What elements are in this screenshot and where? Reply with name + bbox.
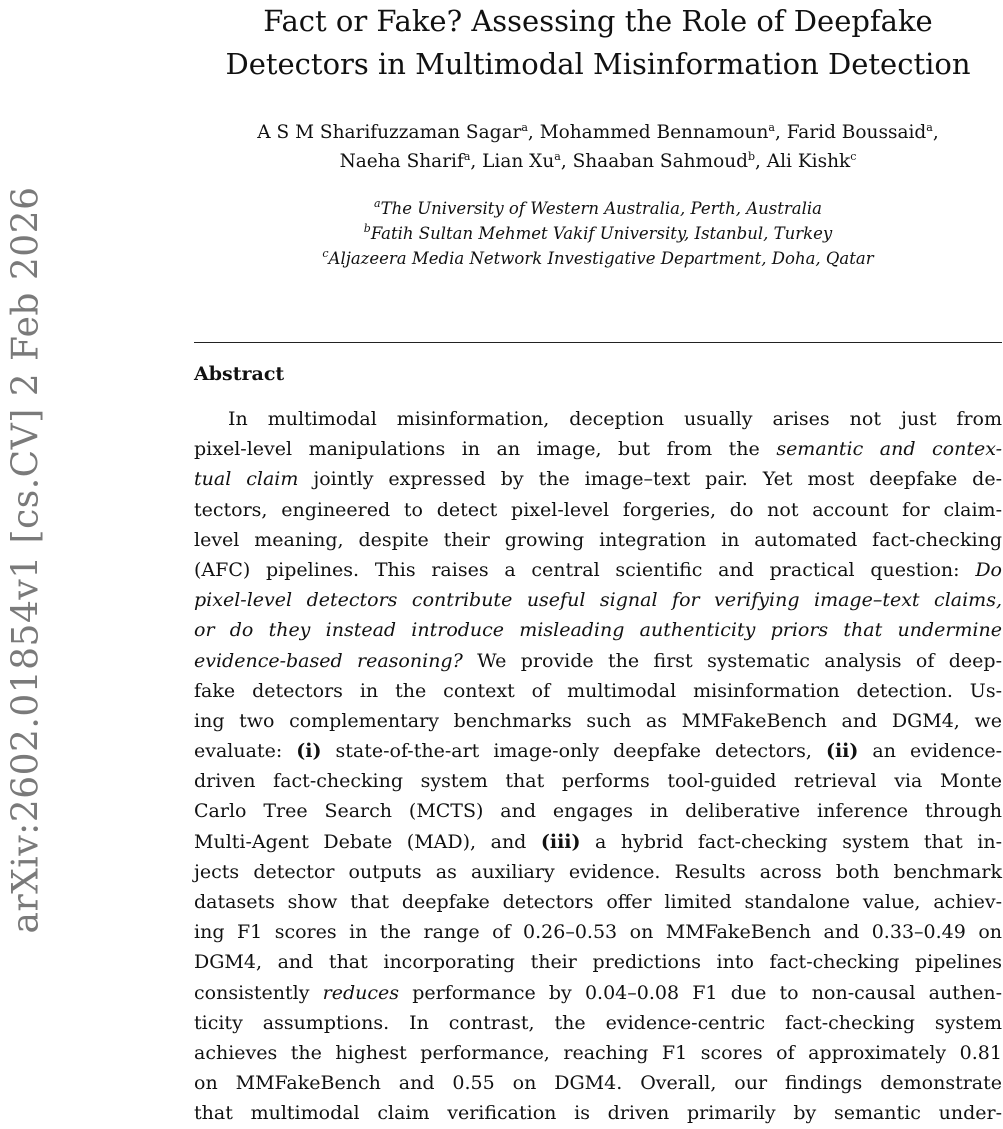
abstract-line <box>194 1068 1002 1098</box>
abstract-line <box>194 1038 1002 1068</box>
author-name: Ali Kishk <box>766 151 851 172</box>
text-segment: level meaning, despite their growing integration in automated fact-checking <box>194 528 1002 551</box>
emphasis-text: or do they instead introduce misleading authenticity priors that undermine <box>194 619 1002 642</box>
author-separator: , <box>470 151 483 172</box>
author-name: Naeha Sharif <box>339 151 464 172</box>
emphasis-text: evidence-based reasoning? <box>194 649 463 672</box>
emphasis-text: Do <box>975 558 1002 581</box>
author-separator: , <box>774 122 787 143</box>
title-line: Fact or Fake? Assessing the Role of Deepfake <box>263 4 933 38</box>
affiliation-marker: b <box>747 150 756 163</box>
author-separator: , <box>755 151 767 172</box>
text-segment: pixel-level manipulations in an image, but from the <box>194 438 777 461</box>
abstract-line <box>194 1008 1002 1038</box>
text-segment: an evidence- <box>858 740 1002 763</box>
abstract-line <box>194 978 1002 1008</box>
affiliation-marker: a <box>768 121 775 134</box>
arxiv-sidebar <box>0 180 52 1120</box>
abstract-line <box>194 887 1002 917</box>
abstract-body <box>194 404 1002 1129</box>
text-segment: Multi-Agent Debate (MAD), and <box>194 830 541 853</box>
text-segment: ticity assumptions. In contrast, the evidence-centric fact-checking system <box>194 1011 1002 1034</box>
author-name: Farid Boussaid <box>786 122 927 143</box>
abstract-line <box>194 555 1002 585</box>
bold-text: (ii) <box>825 740 859 763</box>
text-segment: performance by 0.04–0.08 F1 due to non-causal authen- <box>399 981 1002 1004</box>
text-segment: consistently <box>194 981 323 1004</box>
emphasis-text: reduces <box>322 981 400 1004</box>
abstract-line <box>194 736 1002 766</box>
author-line <box>190 147 1003 176</box>
affiliation-text: Fatih Sultan Mehmet Vakif University, Istanbul, Turkey <box>370 224 833 243</box>
affiliation-marker: c <box>850 150 857 163</box>
affiliation-list <box>190 196 1003 271</box>
affiliation <box>190 196 1003 221</box>
abstract-line <box>194 676 1002 706</box>
abstract-line <box>194 464 1002 494</box>
affiliation-marker: a <box>463 150 471 163</box>
abstract-line <box>194 434 1002 464</box>
affiliation-marker: c <box>322 247 329 260</box>
abstract-divider <box>194 342 1002 343</box>
text-segment: tectors, engineered to detect pixel-level forgeries, do not account for claim- <box>194 498 1002 521</box>
abstract-line <box>194 615 1002 645</box>
text-segment: DGM4, and that incorporating their predictions into fact-checking pipelines <box>194 951 1002 974</box>
emphasis-text: tual claim <box>194 468 299 491</box>
text-segment: (AFC) pipelines. This raises a central scientific and practical question: <box>194 558 976 581</box>
author-line <box>190 118 1003 147</box>
text-segment: datasets show that deepfake detectors offer limited standalone value, achiev- <box>194 891 1002 913</box>
affiliation-marker: b <box>363 222 371 235</box>
affiliation <box>190 221 1003 246</box>
affiliation-marker: a <box>374 197 381 210</box>
affiliation-marker: a <box>554 150 561 163</box>
text-segment: that multimodal claim verification is driven primarily by semantic under- <box>194 1102 1002 1125</box>
abstract-line <box>194 1098 1002 1128</box>
abstract-heading: Abstract <box>194 363 285 385</box>
text-segment: We provide the first systematic analysis of deep- <box>462 649 1002 672</box>
affiliation-marker: a <box>926 121 933 134</box>
abstract-line <box>194 495 1002 525</box>
text-segment: jects detector outputs as auxiliary evidence. Results across both benchmark <box>194 860 1002 883</box>
text-segment: driven fact-checking system that performs tool-guided retrieval via Monte <box>194 770 1002 793</box>
text-segment: In multimodal misinformation, deception usually arises not just from <box>228 408 1002 430</box>
arxiv-identifier: arXiv:2602.01854v1 [cs.CV] 2 Feb 2026 <box>5 186 47 934</box>
text-segment: a hybrid fact-checking system that in- <box>580 830 1002 853</box>
text-segment: state-of-the-art image-only deepfake detectors, <box>321 740 826 763</box>
author-name: Shaaban Sahmoud <box>572 151 748 172</box>
author-separator: , <box>932 122 939 143</box>
text-segment: ing two complementary benchmarks such as MMFakeBench and DGM4, we <box>194 709 1002 732</box>
text-segment: evaluate: <box>194 740 297 763</box>
abstract-line <box>194 646 1002 676</box>
bold-text: (i) <box>296 740 322 763</box>
author-name: A S M Sharifuzzaman Sagar <box>257 122 522 143</box>
emphasis-text: pixel-level detectors contribute useful signal for verifying image–text claims, <box>194 589 1002 612</box>
affiliation-text: The University of Western Australia, Perth, Australia <box>380 199 822 218</box>
paper-title <box>190 0 1003 86</box>
author-separator: , <box>560 151 573 172</box>
text-segment: ing F1 scores in the range of 0.26–0.53 on MMFakeBench and 0.33–0.49 on <box>194 921 1002 944</box>
abstract-line <box>194 585 1002 615</box>
affiliation-marker: a <box>521 121 528 134</box>
author-separator: , <box>527 122 540 143</box>
abstract-line <box>194 766 1002 796</box>
author-name: Lian Xu <box>482 151 555 172</box>
abstract-line <box>194 706 1002 736</box>
author-name: Mohammed Bennamoun <box>539 122 769 143</box>
abstract-line <box>194 947 1002 977</box>
affiliation <box>190 246 1003 271</box>
abstract-line <box>194 917 1002 947</box>
abstract-line <box>194 525 1002 555</box>
abstract-line <box>194 827 1002 857</box>
affiliation-text: Aljazeera Media Network Investigative Department, Doha, Qatar <box>328 249 874 268</box>
emphasis-text: semantic and contex- <box>776 438 1003 461</box>
abstract-line <box>194 857 1002 887</box>
text-segment: Carlo Tree Search (MCTS) and engages in deliberative inference through <box>194 800 1002 823</box>
bold-text: (iii) <box>540 830 581 853</box>
abstract-line <box>194 404 1002 434</box>
text-segment: achieves the highest performance, reaching F1 scores of approximately 0.81 <box>194 1041 1002 1064</box>
title-line: Detectors in Multimodal Misinformation Detection <box>225 47 971 81</box>
author-list <box>190 118 1003 176</box>
text-segment: fake detectors in the context of multimodal misinformation detection. Us- <box>194 679 1002 702</box>
abstract-line <box>194 796 1002 826</box>
text-segment: on MMFakeBench and 0.55 on DGM4. Overall, our findings demonstrate <box>194 1072 1002 1095</box>
text-segment: jointly expressed by the image–text pair. Yet most deepfake de- <box>298 468 1002 491</box>
